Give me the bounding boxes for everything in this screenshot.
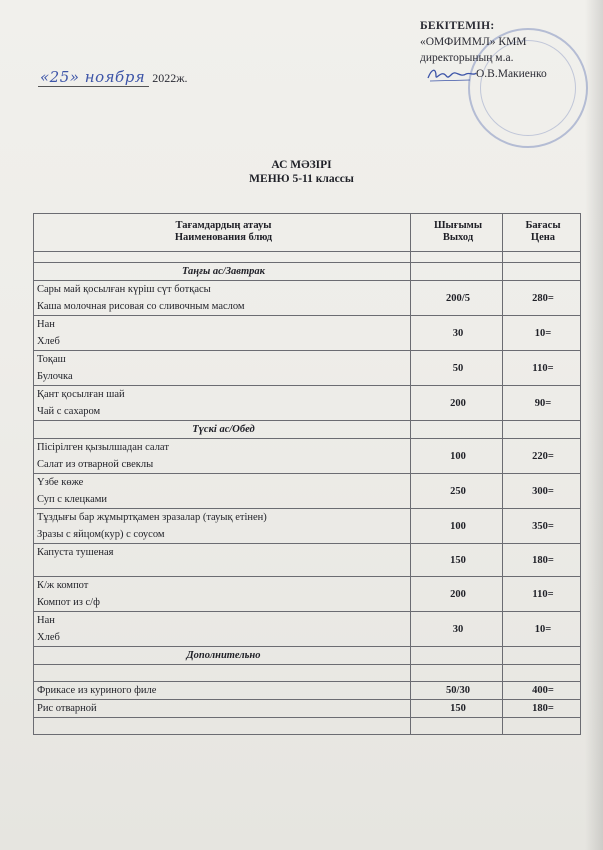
dish-price: 220= <box>503 439 581 474</box>
approval-block <box>420 18 590 82</box>
dish-price: 400= <box>503 682 581 700</box>
menu-heading <box>0 158 603 186</box>
dish-yield: 50/30 <box>411 682 503 700</box>
approval-title: БЕКІТЕМІН: <box>420 20 495 32</box>
table-row <box>34 281 581 316</box>
approval-position: директорының м.а. <box>420 52 514 64</box>
dish-name <box>34 316 411 351</box>
dish-yield: 250 <box>411 474 503 509</box>
dish-name-kz: Пісірілген қызылшадан салат <box>37 442 169 453</box>
dish-name-ru: Хлеб <box>37 632 60 643</box>
table-row <box>34 439 581 474</box>
dish-name: Фрикасе из куриного филе <box>34 682 411 700</box>
dish-name-kz: Қант қосылған шай <box>37 389 125 400</box>
table-row <box>34 474 581 509</box>
header-price-kz: Бағасы <box>525 220 561 231</box>
header-name-kz: Тағамдардың атауы <box>175 220 272 231</box>
signature-row <box>420 66 590 82</box>
dish-name <box>34 612 411 647</box>
dish-yield: 50 <box>411 351 503 386</box>
dish-yield: 200 <box>411 577 503 612</box>
dish-name-kz: Сары май қосылған күріш сүт ботқасы <box>37 284 211 295</box>
page-edge-shadow <box>585 0 603 850</box>
dish-yield: 100 <box>411 509 503 544</box>
section-title: Түскі ас/Обед <box>34 421 411 439</box>
handwritten-date: «25» ноября <box>38 68 149 87</box>
section-row-lunch <box>34 421 581 439</box>
dish-name-kz: Нан <box>37 615 55 626</box>
table-row <box>34 544 581 577</box>
dish-price: 300= <box>503 474 581 509</box>
dish-name-ru: Компот из с/ф <box>37 597 100 608</box>
table-row <box>34 351 581 386</box>
dish-yield: 150 <box>411 700 503 718</box>
dish-price: 10= <box>503 316 581 351</box>
dish-price: 280= <box>503 281 581 316</box>
dish-yield: 30 <box>411 612 503 647</box>
dish-yield: 200 <box>411 386 503 421</box>
section-title: Дополнительно <box>34 647 411 665</box>
dish-price: 180= <box>503 700 581 718</box>
dish-price: 110= <box>503 351 581 386</box>
table-row <box>34 682 581 700</box>
dish-yield: 30 <box>411 316 503 351</box>
table-row <box>34 577 581 612</box>
section-row-extra <box>34 647 581 665</box>
dish-price: 10= <box>503 612 581 647</box>
table-spacer-row <box>34 252 581 263</box>
heading-kz: АС МӘЗІРІ <box>271 159 332 171</box>
table-header-row <box>34 214 581 252</box>
section-row-breakfast <box>34 263 581 281</box>
date-year: 2022ж. <box>152 71 188 85</box>
signer-name: О.В.Макиенко <box>476 68 547 80</box>
dish-yield: 200/5 <box>411 281 503 316</box>
dish-yield: 100 <box>411 439 503 474</box>
header-name <box>34 214 411 252</box>
dish-price: 90= <box>503 386 581 421</box>
menu-table <box>33 213 581 735</box>
header-price <box>503 214 581 252</box>
approval-org: «ОМФИММЛ» КММ <box>420 36 527 48</box>
table-row <box>34 316 581 351</box>
dish-name <box>34 509 411 544</box>
dish-name-ru: Хлеб <box>37 336 60 347</box>
dish-name <box>34 474 411 509</box>
document-date <box>38 68 188 87</box>
dish-name-kz: К/ж компот <box>37 580 89 591</box>
header-name-ru: Наименования блюд <box>174 232 273 243</box>
dish-name: Капуста тушеная <box>34 544 411 577</box>
dish-name-kz: Тұздығы бар жұмыртқамен зразалар (тауық етінен) <box>37 512 267 523</box>
dish-name-ru: Булочка <box>37 371 73 382</box>
dish-name-ru: Зразы с яйцом(кур) с соусом <box>37 529 165 540</box>
header-yield <box>411 214 503 252</box>
section-title: Таңғы ас/Завтрак <box>34 263 411 281</box>
dish-name <box>34 351 411 386</box>
table-row <box>34 612 581 647</box>
dish-yield: 150 <box>411 544 503 577</box>
dish-name-kz: Үзбе көже <box>37 477 84 488</box>
header-yield-kz: Шығымы <box>433 220 483 231</box>
dish-name-kz: Тоқаш <box>37 354 66 365</box>
handwritten-signature <box>426 64 478 84</box>
header-price-ru: Цена <box>530 232 556 243</box>
dish-price: 350= <box>503 509 581 544</box>
table-row-empty <box>34 718 581 735</box>
table-row <box>34 509 581 544</box>
dish-name-ru: Суп с клецками <box>37 494 108 505</box>
header-yield-ru: Выход <box>442 232 474 243</box>
dish-name <box>34 577 411 612</box>
table-row <box>34 386 581 421</box>
dish-name-kz: Нан <box>37 319 55 330</box>
heading-ru: МЕНЮ 5-11 класcы <box>249 173 354 185</box>
dish-name-ru: Салат из отварной свеклы <box>37 459 154 470</box>
dish-name <box>34 439 411 474</box>
dish-name <box>34 281 411 316</box>
table-row <box>34 700 581 718</box>
dish-name: Рис отварной <box>34 700 411 718</box>
table-row-empty <box>34 665 581 682</box>
dish-price: 180= <box>503 544 581 577</box>
dish-name-ru: Чай с сахаром <box>37 406 101 417</box>
dish-name-ru: Каша молочная рисовая со сливочным маслом <box>37 301 245 312</box>
dish-name <box>34 386 411 421</box>
dish-price: 110= <box>503 577 581 612</box>
